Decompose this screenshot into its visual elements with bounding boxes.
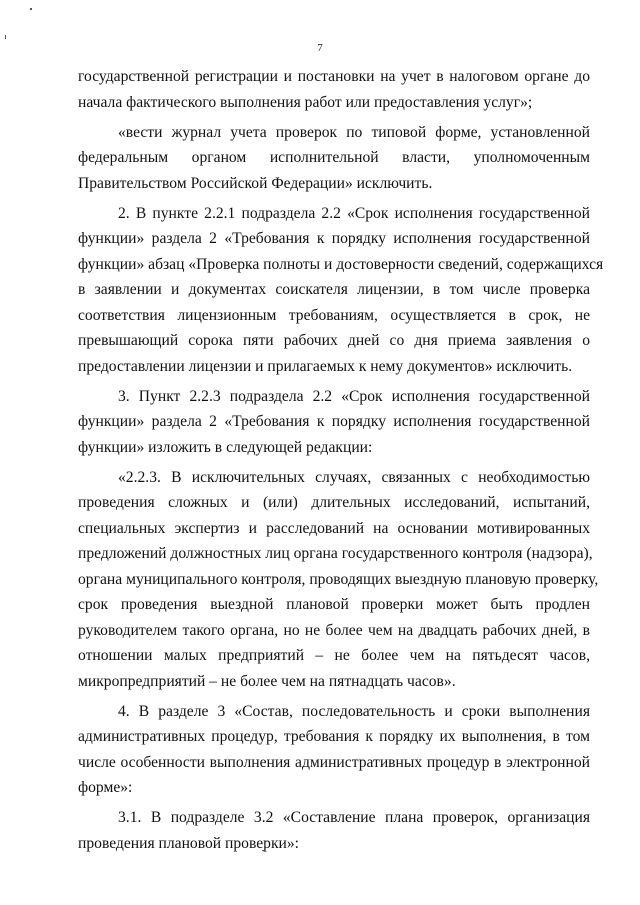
text-line: руководителем такого органа, но не более чем на двадцать рабочих дней, в [78,621,590,639]
scan-speck [5,35,6,39]
paragraph [78,384,590,461]
paragraph [78,465,599,695]
page-number: 7 [317,42,323,54]
paragraph [78,64,590,115]
document-body [78,64,604,861]
text-line: 3. Пункт 2.2.3 подраздела 2.2 «Срок исполнения государственной [118,387,590,405]
text-line: органа муниципального контроля, проводящих выездную плановую проверку, [78,570,599,588]
text-line: 2. В пункте 2.2.1 подраздела 2.2 «Срок исполнения государственной [118,204,590,222]
text-line: проведения плановой проверки»: [78,834,300,852]
text-line: государственной регистрации и постановки на учет в налоговом органе до [78,68,590,85]
text-line: предложений должностных лиц органа государственного контроля (надзора), [78,545,593,562]
text-line: превышающий сорока пяти рабочих дней со дня приема заявления о [78,332,590,349]
text-line: в заявлении и документах соискателя лицензии, в том числе проверка [78,281,590,298]
text-line: микропредприятий – не более чем на пятнадцать часов». [78,672,456,690]
text-line: функции» раздела 2 «Требования к порядку исполнения государственной [78,230,590,247]
text-line: 3.1. В подразделе 3.2 «Составление плана проверок, организация [118,809,590,826]
text-line: федеральным органом исполнительной власти, уполномоченным [78,149,590,166]
text-line: «вести журнал учета проверок по типовой форме, установленной [118,123,590,141]
text-line: отношении малых предприятий – не более чем на пятьдесят часов, [78,647,590,664]
text-line: проведения сложных и (или) длительных исследований, испытаний, [78,494,590,511]
text-line: функции» абзац «Проверка полноты и достоверности сведений, содержащихся [78,255,604,273]
text-line: функции» изложить в следующей редакции: [78,438,373,456]
text-line: начала фактического выполнения работ или предоставления услуг»; [78,93,533,111]
text-line: административных процедур, требования к порядку их выполнения, в том [78,728,590,745]
paragraph [78,201,604,380]
paragraph [78,805,590,856]
paragraph [78,120,590,197]
paragraph [78,699,590,801]
text-line: предоставлении лицензии и прилагаемых к нему документов» исключить. [78,357,573,375]
text-line: числе особенности выполнения административных процедур в электронной [78,753,590,771]
scan-speck [30,8,32,10]
text-line: «2.2.3. В исключительных случаях, связанных с необходимостью [118,468,590,486]
text-line: форме»: [78,779,133,796]
text-line: соответствия лицензионным требованиям, осуществляется в срок, не [78,306,590,324]
text-line: Правительством Российской Федерации» исключить. [78,174,433,192]
text-line: 4. В разделе 3 «Состав, последовательность и сроки выполнения [118,702,590,720]
text-line: срок проведения выездной плановой проверки может быть продлен [78,596,590,613]
text-line: специальных экспертиз и расследований на основании мотивированных [78,519,590,537]
text-line: функции» раздела 2 «Требования к порядку исполнения государственной [78,413,590,430]
